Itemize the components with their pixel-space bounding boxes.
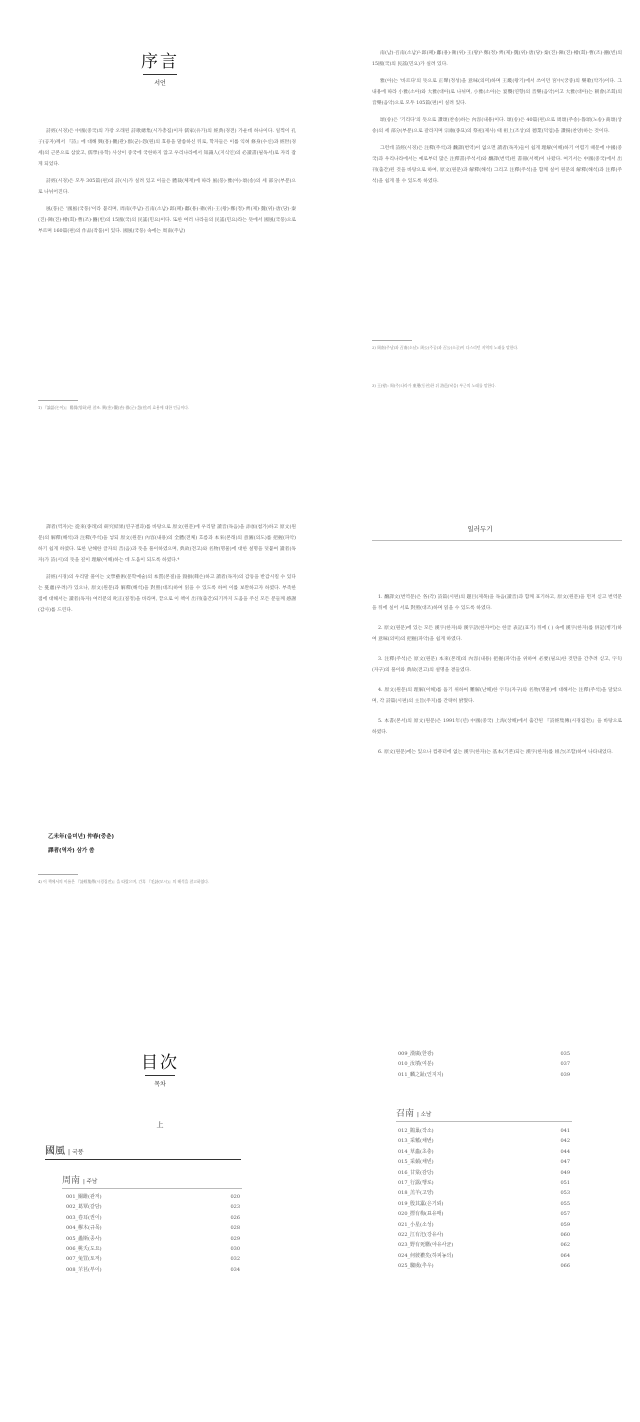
toc-entry-label: 009_漢廣(한광)	[398, 1051, 434, 1057]
preface-body-end	[38, 522, 296, 622]
explanatory-notes-page	[320, 474, 640, 948]
preface-page-2	[320, 0, 640, 474]
toc-entry[interactable]	[398, 1168, 570, 1178]
note-item: 6. 原文(원문)에는 있으나 컴퓨터에 없는 漢字(한자)는 基本(기본)되는 漢字(한자)를 組合(조합)하여 나타내었다.	[378, 750, 613, 755]
footnote-rule	[38, 400, 78, 401]
toc-entry[interactable]	[398, 1136, 570, 1146]
notes-list	[372, 592, 622, 767]
note-item: 3. 注釋(주석)은 原文(원문) 本來(본래)의 內容(내용) 把握(파악)을 위하여 必要(필요)한 것만을 간추려 싣고, 字句(자구)의 풀이와 典故(전고)의 설명을 곁들였다.	[372, 657, 622, 673]
toc-entry-label: 008_芣苢(부이)	[66, 1266, 102, 1273]
toc-entry-label: 021_小星(소성)	[398, 1221, 434, 1228]
toc-entry-label: 022_江有汜(강유사)	[398, 1231, 444, 1238]
notes-title-rule	[372, 540, 622, 541]
toc-entry-label: 013_采蘩(채번)	[398, 1138, 434, 1145]
toc-entry-label: 024_何彼襛矣(하피농의)	[398, 1252, 454, 1259]
paragraph: 雅(아)는 '바르다'의 뜻으로 正聲(정성)을 意味(의미)하며 王畿(왕기)에서 쓰이던 宮中(궁중)의 樂歌(악가)이다. 그 내용에 따라 小雅(소아)와 大雅(대아)로 나뉘며, 小雅(소아)는 宴饗(연향)의 音樂(음악)이고 大雅(대아)는 朝會(조회)의 音樂(음악)으로 모두 105篇(편)이 실려 있다.	[372, 79, 622, 106]
section-hangul: 국풍	[71, 1149, 84, 1156]
toc-entry-page: 062	[560, 1242, 570, 1249]
subsection-sep: |	[83, 1179, 87, 1185]
toc-entry-label: 004_樛木(규목)	[66, 1225, 102, 1232]
toc-entry-page: 066	[560, 1263, 570, 1270]
toc-title-block	[0, 1048, 320, 1088]
footnote: 1) 『論語(논어)』 陽貨(양화)편 참조. 興(흥)·觀(관)·群(군)·怨(원)의 효용에 대한 언급이다.	[38, 405, 190, 410]
toc-entry-page: 026	[230, 1214, 240, 1221]
toc-entry-page: 029	[230, 1235, 240, 1242]
toc-entry-page: 039	[560, 1071, 570, 1078]
paragraph: 風(풍)은 '國風(국풍)'이라 불리며, 周南(주남)·召南(소남)·邶(패)·鄘(용)·衛(위)·王(왕)·鄭(정)·齊(제)·魏(위)·唐(당)·秦(진)·陳(진)·檜(회)·曹(조)·豳(빈)의 15國(국)의 民謠(민요)이다. 또한 여러 나라들의 民謠(민요)라는 뜻에서 國風(국풍)으로 부르며 160篇(편)의 作品(작품)이 있다. 國風(국풍) 속에는 周南(주남)	[38, 207, 296, 234]
toc-entry[interactable]	[66, 1223, 240, 1233]
toc-page-2	[320, 948, 640, 1422]
toc-entry-label: 025_騶虞(추우)	[398, 1263, 434, 1270]
footnote: 4) 이 책에서의 이름은 『詩經集傳(시경집전)』을 따랐으며, 간혹 『毛詩(모시)』의 해석을 참고하였다.	[38, 879, 210, 884]
section-rule	[45, 1159, 241, 1160]
subsection-sep: |	[417, 1112, 421, 1118]
toc-entry-label: 014_草蟲(초충)	[398, 1148, 434, 1155]
toc-entry-page: 057	[560, 1211, 570, 1218]
toc-entry[interactable]	[398, 1178, 570, 1188]
toc-entry-page: 059	[560, 1221, 570, 1228]
toc-entry-label: 016_甘棠(감당)	[398, 1169, 434, 1176]
paragraph: 詩經(시경)은 모두 305篇(편)의 詩(시)가 실려 있고 이들은 體裁(체재)에 따라 風(풍)·雅(아)·頌(송)의 세 部分(부분)으로 나뉘어진다.	[38, 179, 296, 195]
section-heading	[45, 1142, 84, 1157]
title-rule	[143, 74, 177, 75]
toc-entry-page: 044	[560, 1148, 570, 1155]
toc-entry[interactable]	[66, 1244, 240, 1254]
author-line: 譯者(역자) 삼가 씀	[48, 848, 95, 854]
toc-page-1	[0, 948, 320, 1422]
toc-entry-page: 030	[230, 1245, 240, 1252]
toc-entry-page: 020	[230, 1194, 240, 1200]
toc-entry[interactable]	[398, 1059, 570, 1069]
preface-subtitle: 서언	[154, 80, 166, 87]
toc-entry[interactable]	[398, 1230, 570, 1240]
preface-page-3	[0, 474, 320, 948]
toc-entry[interactable]	[398, 1240, 570, 1250]
toc-entry[interactable]	[66, 1254, 240, 1264]
section-sep: |	[68, 1149, 72, 1156]
toc-entry-label: 019_殷其靁(은기뢰)	[398, 1200, 444, 1207]
toc-entry[interactable]	[66, 1192, 240, 1202]
note-item: 5. 本書(본서)의 原文(원문)은 1991年(년) 中國(중국) 上海(상해)에서 출간된 『詩經集傳(시경집전)』을 바탕으로 하였다.	[372, 719, 622, 735]
toc-entry-page: 034	[230, 1266, 240, 1273]
note-item: 4. 原文(원문)의 理解(이해)를 돕기 위하여 難解(난해)한 字句(자구)와 名物(명물)에 대해서는 注釋(주석)을 달았으며, 각 詩篇(시편)의 主旨(주지)를 간략히 밝혔다.	[372, 688, 622, 704]
title-rule	[145, 1075, 175, 1076]
preface-title: 序言	[141, 52, 179, 72]
toc-entry-page: 049	[560, 1169, 570, 1176]
toc-entry-page: 060	[560, 1231, 570, 1238]
toc-entry-label: 023_野有死麕(야유사균)	[398, 1242, 454, 1249]
subsection-hanja: 召南	[396, 1109, 415, 1119]
footnote: 2) 周南(주남)과 召南(소남): 周公(주공)과 召公(소공)이 다스리던 지역의 노래를 말한다.	[372, 345, 519, 350]
toc-entry[interactable]	[66, 1213, 240, 1223]
toc-entry-label: 011_麟之趾(인지지)	[398, 1071, 444, 1078]
toc-title: 目次	[141, 1053, 179, 1073]
toc-entry[interactable]	[398, 1049, 570, 1059]
toc-entry-label: 002_葛覃(갈담)	[66, 1204, 102, 1211]
toc-entry-page: 035	[560, 1051, 570, 1057]
footnote-rule	[38, 874, 78, 875]
toc-entry-page: 051	[560, 1179, 570, 1186]
paragraph: 그런데 詩經(시경)은 注釋(주석)과 飜譯(번역)이 없으면 讀者(독자)들이 쉽게 理解(이해)하기 어렵기 때문에 中國(중국)과 우리나라에서는 예로부터 많은 注釋書(주석서)와 飜譯(번역)된 書冊(서책)이 나왔다. 여기서는 中國(중국)에서 出刊(출간)된 것을 바탕으로 하여, 原文(원문)과 解釋(해석) 그리고 注釋(주석)을 함께 실어 원문의 解釋(해석)과 注釋(주석)을 쉽게 볼 수 있도록 하였다.	[372, 146, 622, 184]
toc-entry[interactable]	[398, 1251, 570, 1261]
toc-entry[interactable]	[66, 1202, 240, 1212]
paragraph: 頌(송)은 '기리다'의 뜻으로 讚頌(찬송)하는 內容(내용)이다. 頌(송)은 40篇(편)으로 周頌(주송)·魯頌(노송)·商頌(상송)의 세 部分(부분)으로 갈라지며 宗廟(종묘)의 祭祀(제사) 때 祖上(조상)의 德業(덕업)을 讚揚(찬양)하는 것이다.	[372, 118, 622, 134]
toc-entry-label: 003_卷耳(권이)	[66, 1214, 102, 1221]
toc-entry-label: 015_采蘋(채빈)	[398, 1159, 434, 1166]
paragraph: 詩經(시경)은 中國(중국)의 가장 오래된 詩歌總集(시가총집)이자 儒家(유가)의 經典(경전) 가운데 하나이다. 일찍이 孔子(공자)께서 『詩』에 대해 興(흥)·觀(관)·群(군)·怨(원)의 효용을 말씀하신 뒤로, 학자들은 이를 익혀 修身(수신)과 經世(경세)의 근본으로 삼았고, 儒學(유학) 사상이 중국에 국한하지 않고 우리나라에서 知識人(지식인)의 必讀書(필독서)로 자리 잡게 되었다.	[38, 129, 296, 167]
toc-entry[interactable]	[398, 1199, 570, 1209]
paragraph: 譯者(역자)는 從來(종래)의 研究結果(연구결과)를 바탕으로 原文(원문)에 우리말 讀音(독음)을 添加(첨가)하고 原文(원문)의 解釋(해석)과 注釋(주석)을 넣되 原文(원문) 內容(내용)의 全體(전체) 흐름과 本來(본래)의 意圖(의도)를 把握(파악)하기 쉽게 하였다. 또한 난해한 글자의 音(음)과 뜻을 풀이하였으며, 典故(전고)와 名物(명물)에 대한 설명을 덧붙여 讀者(독자)가 詩(시)의 뜻을 깊이 理解(이해)하는 데 도움이 되도록 하였다.⁴	[38, 525, 296, 563]
note-item: 1. 飜譯文(번역문)은 各(각) 詩篇(시편)의 題目(제목)을 독음(讀音)과 함께 표기하고, 原文(원문)을 먼저 싣고 번역문을 뒤에 실어 서로 對照(대조)하며 읽을 수 있도록 하였다.	[372, 595, 622, 611]
subsection-hanja: 周南	[62, 1176, 81, 1186]
preface-body-cont	[372, 48, 622, 193]
toc-entry-page: 064	[560, 1252, 570, 1259]
toc-list	[66, 1192, 240, 1275]
notes-title-block	[320, 524, 640, 533]
toc-entry-page: 037	[560, 1061, 570, 1068]
toc-entry[interactable]	[66, 1234, 240, 1244]
subsection-hangul: 주남	[86, 1179, 98, 1185]
toc-entry-page: 053	[560, 1190, 570, 1197]
toc-entry-page: 028	[230, 1225, 240, 1232]
toc-entry-page: 023	[230, 1204, 240, 1211]
paragraph: 詩經(시경)의 우리말 풀이는 文學藝術(문학예술)의 本質(본질)을 毁損(훼손)하고 讀者(독자)의 감동을 반감시킬 수 있다는 憂慮(우려)가 있으나, 原文(원문)과 解釋(해석)을 對照(대조)하여 읽을 수 있도록 하여 이를 보완하고자 하였다. 부족한 점에 대해서는 讀者(독자) 여러분의 叱正(질정)을 바라며, 끝으로 이 책이 出刊(출간)되기까지 도움을 주신 모든 분들께 感謝(감사)를 드린다.	[38, 575, 296, 613]
preface-body	[38, 126, 296, 243]
toc-subtitle: 목차	[154, 1081, 166, 1088]
preface-page-1	[0, 0, 320, 474]
notes-title: 일러두기	[467, 525, 493, 533]
toc-entry-label: 001_關雎(관저)	[66, 1194, 102, 1200]
toc-entry-label: 020_摽有梅(표유매)	[398, 1211, 444, 1218]
subsection-rule	[396, 1121, 572, 1122]
date-line: 乙未年(을미년) 仲春(중춘)	[48, 834, 115, 840]
toc-entry[interactable]	[398, 1126, 570, 1136]
toc-entry[interactable]	[66, 1265, 240, 1275]
volume-label: 上	[156, 1121, 164, 1129]
toc-entry-page: 042	[560, 1138, 570, 1145]
footnote: 3) 王(왕): 周(주)나라가 東遷(동천)한 뒤 洛邑(낙읍) 부근의 노래를 말한다.	[372, 383, 497, 388]
toc-entry-page: 055	[560, 1200, 570, 1207]
toc-entry[interactable]	[398, 1157, 570, 1167]
toc-entry-label: 007_兔罝(토저)	[66, 1256, 102, 1263]
toc-list	[398, 1126, 570, 1271]
toc-entry[interactable]	[398, 1188, 570, 1198]
toc-entry[interactable]	[398, 1070, 570, 1080]
toc-entry-page: 032	[230, 1256, 240, 1263]
toc-entry[interactable]	[398, 1209, 570, 1219]
toc-entry[interactable]	[398, 1147, 570, 1157]
note-item: 2. 原文(원문)에 있는 모든 漢字(한자)와 漢字語(한자어)는 한글 表記(표기) 뒤에 ( ) 속에 漢字(한자)를 併記(병기)하여 意味(의미)의 把握(파악)을 쉽게 하였다.	[372, 626, 622, 642]
toc-entry-label: 018_羔羊(고양)	[398, 1190, 434, 1197]
toc-entry[interactable]	[398, 1220, 570, 1230]
subsection-rule	[62, 1188, 242, 1189]
toc-entry-page: 041	[560, 1128, 570, 1134]
toc-entry-label: 006_桃夭(도요)	[66, 1245, 102, 1252]
subsection-heading	[396, 1106, 431, 1119]
subsection-hangul: 소남	[420, 1112, 432, 1118]
toc-entry[interactable]	[398, 1261, 570, 1271]
toc-entry-label: 012_鵲巢(작소)	[398, 1128, 434, 1134]
footnote-rule	[372, 340, 412, 341]
subsection-heading	[62, 1173, 97, 1186]
toc-list-top	[398, 1049, 570, 1080]
paragraph: 南(남)·召南(소남)²·邶(패)·鄘(용)·衛(위)·王(왕)³·鄭(정)·齊(제)·魏(위)·唐(당)·秦(진)·陳(진)·檜(회)·曹(조)·豳(빈)의 15國(국)의 民謠(민요)가 실려 있다.	[372, 51, 622, 67]
preface-title-block	[0, 47, 320, 87]
toc-entry-label: 005_螽斯(종사)	[66, 1235, 102, 1242]
section-hanja: 國風	[45, 1146, 65, 1157]
toc-entry-label: 010_汝墳(여분)	[398, 1061, 434, 1068]
toc-entry-label: 017_行露(행로)	[398, 1179, 434, 1186]
toc-entry-page: 047	[560, 1159, 570, 1166]
